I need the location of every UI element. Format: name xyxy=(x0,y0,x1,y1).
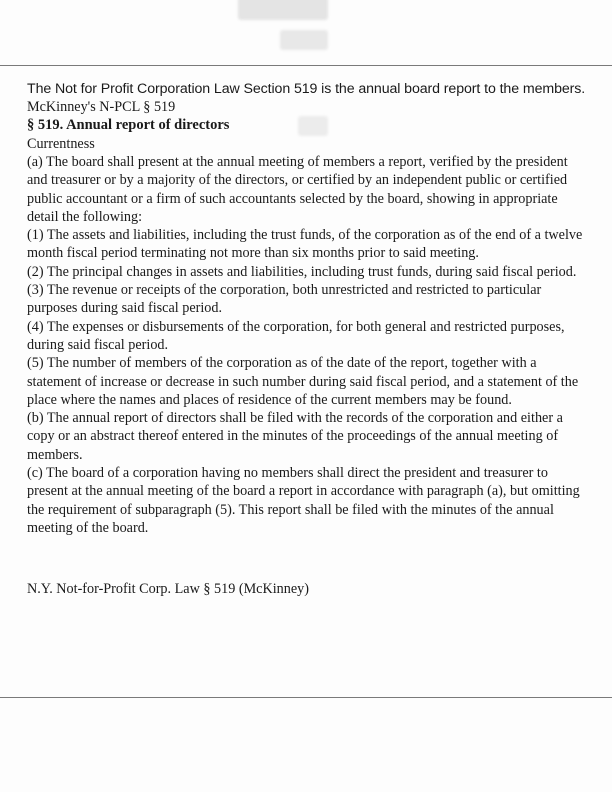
bottom-divider xyxy=(0,697,612,698)
bleed-through-mark xyxy=(238,0,328,20)
document-body xyxy=(27,80,587,537)
paragraph-a: (a) The board shall present at the annual meeting of members a report, verified by the president and treasurer or by a majority of the directors, or certified by an independent public or certified public accountant or a firm of such accountants selected by the board, showing in appropriate detail the following: xyxy=(27,154,568,225)
bleed-through-mark xyxy=(280,30,328,50)
paragraph-3: (3) The revenue or receipts of the corporation, both unrestricted and restricted to particular purposes during said fiscal period. xyxy=(27,282,542,317)
citation: N.Y. Not-for-Profit Corp. Law § 519 (McKinney) xyxy=(27,581,309,597)
source-label: McKinney's N-PCL § 519 xyxy=(27,99,176,115)
paragraph-b: (b) The annual report of directors shall be filed with the records of the corporation and either a copy or an abstract thereof entered in the minutes of the proceedings of the annual meeting of members. xyxy=(27,410,563,463)
top-divider xyxy=(0,65,612,66)
intro-text: The Not for Profit Corporation Law Section 519 is the annual board report to the members. xyxy=(27,81,586,97)
paragraph-2: (2) The principal changes in assets and liabilities, including trust funds, during said fiscal period. xyxy=(27,263,577,280)
section-heading: § 519. Annual report of directors xyxy=(27,117,230,133)
paragraph-4: (4) The expenses or disbursements of the corporation, for both general and restricted purposes, during said fiscal period. xyxy=(27,318,565,353)
paragraph-c: (c) The board of a corporation having no members shall direct the president and treasurer to present at the annual meeting of the board a report in accordance with paragraph (a), but omitting the requirement of subparagraph (5). This report shall be filed with the minutes of the annual meeting of the board. xyxy=(27,465,580,536)
paragraph-5: (5) The number of members of the corporation as of the date of the report, together with a statement of increase or decrease in such number during said fiscal period, and a statement of the place where the names and places of residence of the current members may be found. xyxy=(27,355,579,408)
paragraph-1: (1) The assets and liabilities, including the trust funds, of the corporation as of the end of a twelve month fiscal period terminating not more than six months prior to said meeting. xyxy=(27,227,583,262)
currentness-label: Currentness xyxy=(27,136,95,152)
